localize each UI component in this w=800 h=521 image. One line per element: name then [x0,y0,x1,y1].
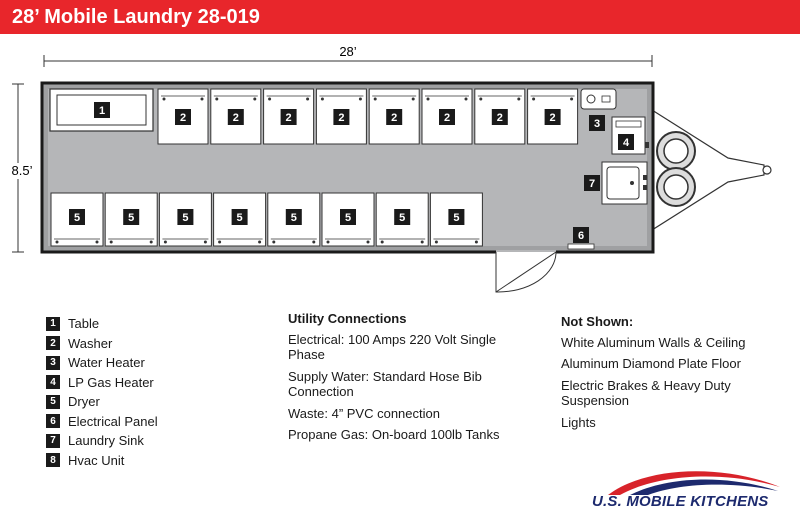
legend-label: Electrical Panel [68,413,158,429]
utility-item: Propane Gas: On-board 100lb Tanks [288,427,500,442]
legend-label: Laundry Sink [68,433,144,449]
dryer-number: 5 [73,212,81,224]
legend-number: 4 [46,375,60,389]
not-shown-title: Not Shown: [561,314,634,329]
dryer [214,193,266,246]
not-shown-item: Lights [561,414,596,430]
dryer-number: 5 [128,212,135,224]
floor-plan [0,34,800,304]
height-label: 8.5’ [11,163,33,178]
legend-item [46,392,158,412]
legend-item [46,451,158,471]
lp-gas-heater-number: 4 [622,137,630,149]
dryer-number: 5 [290,212,297,224]
width-label: 28’ [339,44,357,59]
washer-number: 2 [443,112,451,124]
legend [46,314,158,470]
washer-number: 2 [391,112,398,124]
dryer-number: 5 [453,212,460,224]
legend-number: 3 [46,356,60,370]
not-shown [561,314,786,436]
dryer-number: 5 [236,212,243,224]
legend-label: LP Gas Heater [68,374,154,390]
legend-label: Washer [68,335,113,351]
legend-item [46,314,158,334]
legend-item [46,412,158,432]
washer [475,89,525,144]
washer [158,89,208,144]
utility-item: Waste: 4” PVC connection [288,405,440,421]
washer [369,89,419,144]
dryer [430,193,482,246]
height-dimension [4,84,34,252]
dryer [159,193,211,246]
legend-number: 1 [46,317,60,331]
not-shown-item: Aluminum Diamond Plate Floor [561,356,741,371]
washer-number: 2 [338,112,345,124]
legend-item [46,431,158,451]
legend-number: 6 [46,414,60,428]
table-number: 1 [98,105,106,117]
washer-number: 2 [179,112,187,124]
washer-number: 2 [232,112,239,124]
utility-item: Supply Water: Standard Hose Bib Connection [288,368,482,399]
legend-number: 5 [46,395,60,409]
utility-connections [288,311,503,449]
width-dimension [44,44,652,67]
washer-number: 2 [285,112,292,124]
legend-number: 2 [46,336,60,350]
dryer-number: 5 [399,212,406,224]
water-heater-number: 3 [593,118,601,130]
dryer [268,193,320,246]
washer-number: 2 [549,112,556,124]
legend-label: Dryer [68,394,100,410]
washer-number: 2 [496,112,503,124]
lp-gas-heater [612,117,649,154]
utility-title: Utility Connections [288,311,407,326]
dryer-number: 5 [182,212,189,224]
washer [264,89,314,144]
dryer-number: 5 [344,212,352,224]
logo-swoosh-icon [590,465,790,495]
electrical-panel-number: 6 [577,230,585,242]
not-shown-item: Electric Brakes & Heavy Duty Suspension [561,377,731,408]
legend-label: Table [68,316,100,332]
legend-label: Hvac Unit [68,452,125,468]
washer [422,89,472,144]
legend-item [46,373,158,393]
legend-item [46,353,158,373]
washer [316,89,366,144]
door [496,252,556,292]
header-bar [0,0,800,34]
legend-number: 8 [46,453,60,467]
utility-item: Electrical: 100 Amps 220 Volt Single Phase [288,331,497,362]
washer [528,89,578,144]
table [50,89,153,131]
washer [211,89,261,144]
dryer [51,193,103,246]
page-title: 28’ Mobile Laundry 28-019 [12,6,260,28]
dryer [322,193,374,246]
laundry-sink-number: 7 [588,178,596,190]
not-shown-item: White Aluminum Walls & Ceiling [561,334,746,350]
company-logo [590,465,790,517]
dryer [105,193,157,246]
legend-number: 7 [46,434,60,448]
legend-label: Water Heater [68,355,145,371]
dryer [376,193,428,246]
logo-text: U.S. MOBILE KITCHENS [592,493,769,510]
legend-item [46,334,158,354]
